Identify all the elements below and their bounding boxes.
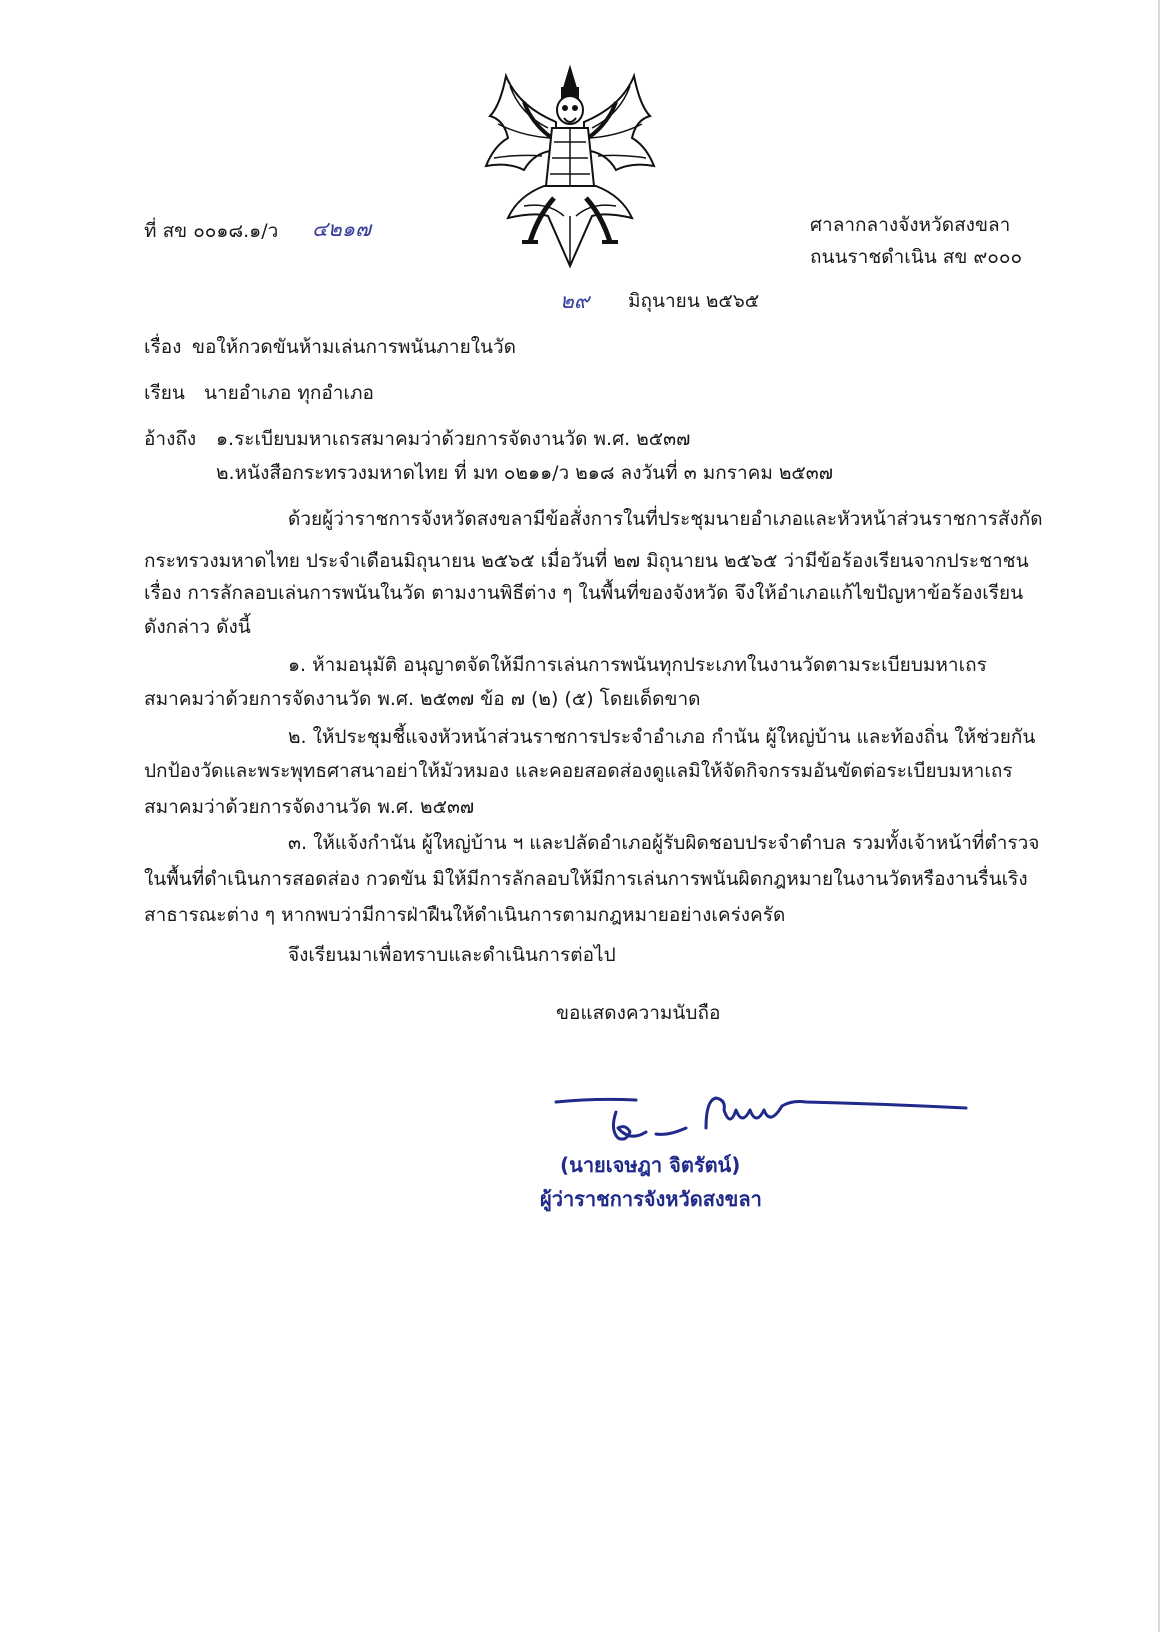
body-intro-line: กระทรวงมหาดไทย ประจำเดือนมิถุนายน ๒๕๖๕ เมื่อวันที่ ๒๗ มิถุนายน ๒๕๖๕ ว่ามีข้อร้องเรียนจากประชาชน: [144, 550, 1029, 572]
salutation: ขอแสดงความนับถือ: [556, 1002, 721, 1024]
signatory-position: ผู้ว่าราชการจังหวัดสงขลา: [540, 1187, 762, 1211]
closing-line: จึงเรียนมาเพื่อทราบและดำเนินการต่อไป: [288, 944, 616, 966]
signatory-name: (นายเจษฎา จิตรัตน์): [560, 1153, 741, 1177]
reference-item: ๒.หนังสือกระทรวงมหาดไทย ที่ มท ๐๒๑๑/ว ๒๑๘ ลงวันที่ ๓ มกราคม ๒๕๓๗: [216, 462, 834, 484]
recipient-label: เรียน: [144, 382, 185, 404]
page-edge: [1158, 0, 1160, 1632]
references-label: อ้างถึง: [144, 428, 197, 450]
handwritten-ref-number: ๔๒๑๗: [312, 217, 371, 241]
body-item1-line: ๑. ห้ามอนุมัติ อนุญาตจัดให้มีการเล่นการพนันทุกประเภทในงานวัดตามระเบียบมหาเถร: [288, 654, 987, 676]
body-item1-line: สมาคมว่าด้วยการจัดงานวัด พ.ศ. ๒๕๓๗ ข้อ ๗ (๒) (๕) โดยเด็ดขาด: [144, 688, 701, 710]
garuda-emblem-icon: [478, 66, 662, 276]
subject-text: ขอให้กวดขันห้ามเล่นการพนันภายในวัด: [192, 336, 517, 358]
subject-label: เรื่อง: [144, 336, 182, 358]
body-item3-line: ในพื้นที่ดำเนินการสอดส่อง กวดขัน มิให้มีการลักลอบให้มีการเล่นการพนันผิดกฎหมายในงานวัดหรืองานรื่นเริง: [144, 868, 1028, 890]
reference-item: ๑.ระเบียบมหาเถรสมาคมว่าด้วยการจัดงานวัด พ.ศ. ๒๕๓๗: [216, 428, 691, 450]
body-intro-line: ด้วยผู้ว่าราชการจังหวัดสงขลามีข้อสั่งการในที่ประชุมนายอำเภอและหัวหน้าส่วนราชการสังกัด: [288, 508, 1043, 530]
body-item2-line: ปกป้องวัดและพระพุทธศาสนาอย่าให้มัวหมอง และคอยสอดส่องดูแลมิให้จัดกิจกรรมอันขัดต่อระเบียบมหาเถร: [144, 760, 1013, 782]
handwritten-signature: [556, 1080, 966, 1160]
body-item2-line: ๒. ให้ประชุมชี้แจงหัวหน้าส่วนราชการประจำอำเภอ กำนัน ผู้ใหญ่บ้าน และท้องถิ่น ให้ช่วยกัน: [288, 726, 1036, 748]
office-address: ถนนราชดำเนิน สข ๙๐๐๐: [810, 246, 1023, 268]
body-item3-line: สาธารณะต่าง ๆ หากพบว่ามีการฝ่าฝืนให้ดำเนินการตามกฎหมายอย่างเคร่งครัด: [144, 904, 786, 926]
reference-number: ที่ สข ๐๐๑๘.๑/ว: [144, 220, 279, 242]
recipient-text: นายอำเภอ ทุกอำเภอ: [204, 382, 374, 404]
body-intro-line: ดังกล่าว ดังนี้: [144, 616, 251, 638]
body-item3-line: ๓. ให้แจ้งกำนัน ผู้ใหญ่บ้าน ฯ และปลัดอำเภอผู้รับผิดชอบประจำตำบล รวมทั้งเจ้าหน้าที่ตำรวจ: [288, 832, 1040, 854]
date-month-year: มิถุนายน ๒๕๖๕: [628, 290, 760, 312]
office-name: ศาลากลางจังหวัดสงขลา: [810, 214, 1011, 236]
body-item2-line: สมาคมว่าด้วยการจัดงานวัด พ.ศ. ๒๕๓๗: [144, 796, 475, 818]
body-intro-line: เรื่อง การลักลอบเล่นการพนันในวัด ตามงานพิธีต่าง ๆ ในพื้นที่ของจังหวัด จึงให้อำเภอแก้ไขปัญหาข้อร้องเรียน: [144, 582, 1024, 604]
handwritten-date-day: ๒๙: [560, 289, 590, 313]
